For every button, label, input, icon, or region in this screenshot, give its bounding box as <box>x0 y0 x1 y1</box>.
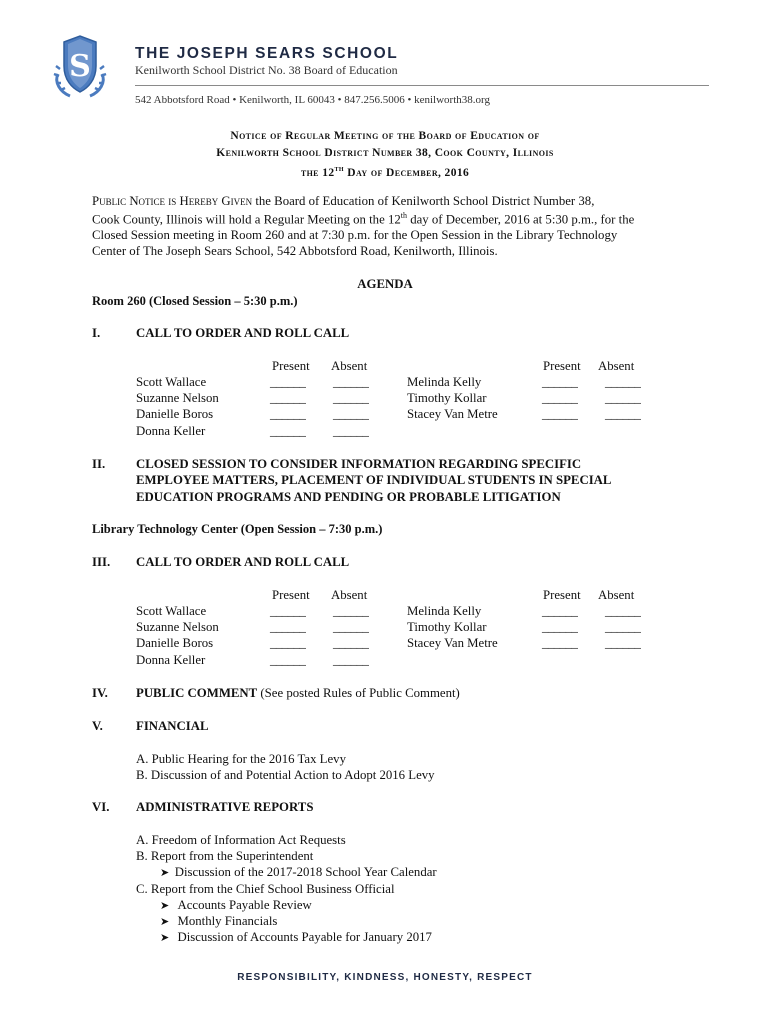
member-name: Timothy Kollar <box>407 391 487 405</box>
item-number: III. <box>92 555 111 569</box>
item-title: ADMINISTRATIVE REPORTS <box>136 800 314 814</box>
item-note: (See posted Rules of Public Comment) <box>257 686 460 700</box>
present-blank: ______ <box>542 407 578 421</box>
present-blank: ______ <box>270 375 306 389</box>
arrow-bullet-icon: ➤ <box>160 916 178 928</box>
member-name: Scott Wallace <box>136 604 207 618</box>
absent-header: Absent <box>331 359 368 373</box>
item-title: CALL TO ORDER AND ROLL CALL <box>136 555 350 569</box>
agenda-heading: AGENDA <box>357 277 413 291</box>
present-blank: ______ <box>542 391 578 405</box>
svg-text:S: S <box>69 49 91 84</box>
bullet-item: ➤ Monthly Financials <box>160 914 278 928</box>
sub-item: A. Public Hearing for the 2016 Tax Levy <box>136 752 346 766</box>
present-blank: ______ <box>270 604 306 618</box>
arrow-bullet-icon: ➤ <box>160 932 178 944</box>
present-blank: ______ <box>542 636 578 650</box>
absent-header: Absent <box>598 359 635 373</box>
present-header: Present <box>543 588 581 602</box>
present-header: Present <box>272 359 310 373</box>
school-address: 542 Abbotsford Road • Kenilworth, IL 60043 • 847.256.5006 • kenilworth38.org <box>135 94 490 106</box>
member-name: Stacey Van Metre <box>407 636 498 650</box>
member-name: Scott Wallace <box>136 375 207 389</box>
member-name: Melinda Kelly <box>407 604 482 618</box>
member-name: Suzanne Nelson <box>136 391 219 405</box>
item-number: II. <box>92 457 106 471</box>
present-blank: ______ <box>542 620 578 634</box>
member-name: Timothy Kollar <box>407 620 487 634</box>
intro-lead: Public Notice is Hereby Given <box>92 194 253 208</box>
present-blank: ______ <box>270 653 306 667</box>
present-blank: ______ <box>542 375 578 389</box>
intro-line-4: Center of The Joseph Sears School, 542 Abbotsford Road, Kenilworth, Illinois. <box>92 244 498 258</box>
item-title-line: CLOSED SESSION TO CONSIDER INFORMATION REGARDING SPECIFIC <box>136 457 582 471</box>
footer-motto: RESPONSIBILITY, KINDNESS, HONESTY, RESPECT <box>237 972 533 983</box>
school-crest-icon <box>52 34 108 100</box>
sub-item: B. Report from the Superintendent <box>136 849 314 863</box>
bullet-item: ➤ Discussion of Accounts Payable for January 2017 <box>160 930 432 944</box>
absent-blank: ______ <box>605 407 641 421</box>
notice-title-line-2: Kenilworth School District Number 38, Cook County, Illinois <box>216 147 554 159</box>
member-name: Donna Keller <box>136 424 206 438</box>
member-name: Donna Keller <box>136 653 206 667</box>
intro-line-1: Public Notice is Hereby Given the Board of Education of Kenilworth School District Number 38, <box>92 194 595 208</box>
item-title-line: EMPLOYEE MATTERS, PLACEMENT OF INDIVIDUAL STUDENTS IN SPECIAL <box>136 473 612 487</box>
absent-header: Absent <box>598 588 635 602</box>
open-session-label: Library Technology Center (Open Session – 7:30 p.m.) <box>92 522 383 536</box>
sub-item: A. Freedom of Information Act Requests <box>136 833 346 847</box>
sub-item: B. Discussion of and Potential Action to Adopt 2016 Levy <box>136 768 435 782</box>
present-blank: ______ <box>270 407 306 421</box>
school-name: THE JOSEPH SEARS SCHOOL <box>135 45 399 62</box>
absent-blank: ______ <box>333 620 369 634</box>
item-title: CALL TO ORDER AND ROLL CALL <box>136 326 350 340</box>
absent-blank: ______ <box>333 636 369 650</box>
closed-session-label: Room 260 (Closed Session – 5:30 p.m.) <box>92 294 298 308</box>
absent-blank: ______ <box>333 653 369 667</box>
absent-blank: ______ <box>605 391 641 405</box>
sub-item: C. Report from the Chief School Business Official <box>136 882 395 896</box>
item-title: FINANCIAL <box>136 719 209 733</box>
intro-line-3: Closed Session meeting in Room 260 and at 7:30 p.m. for the Open Session in the Library Technology <box>92 228 618 242</box>
absent-blank: ______ <box>333 604 369 618</box>
header-divider <box>135 85 709 86</box>
member-name: Danielle Boros <box>136 407 214 421</box>
member-name: Stacey Van Metre <box>407 407 498 421</box>
item-title-line: EDUCATION PROGRAMS AND PENDING OR PROBABLE LITIGATION <box>136 490 561 504</box>
present-header: Present <box>272 588 310 602</box>
district-name: Kenilworth School District No. 38 Board of Education <box>135 63 398 77</box>
intro-line-2: Cook County, Illinois will hold a Regular Meeting on the 12th day of December, 2016 at 5:30 p.m., for the <box>92 211 635 227</box>
present-blank: ______ <box>542 604 578 618</box>
absent-blank: ______ <box>605 636 641 650</box>
member-name: Suzanne Nelson <box>136 620 219 634</box>
item-number: VI. <box>92 800 110 814</box>
absent-blank: ______ <box>605 604 641 618</box>
arrow-bullet-icon: ➤ <box>160 900 178 912</box>
present-blank: ______ <box>270 636 306 650</box>
bullet-item: ➤ Discussion of the 2017-2018 School Year Calendar <box>160 865 437 879</box>
notice-title-line-1: Notice of Regular Meeting of the Board of Education of <box>230 130 540 142</box>
member-name: Danielle Boros <box>136 636 214 650</box>
member-name: Melinda Kelly <box>407 375 482 389</box>
item-number: V. <box>92 719 103 733</box>
notice-title-line-3: the 12th Day of December, 2016 <box>300 164 470 179</box>
item-number: I. <box>92 326 101 340</box>
bullet-item: ➤ Accounts Payable Review <box>160 898 312 912</box>
present-blank: ______ <box>270 620 306 634</box>
present-header: Present <box>543 359 581 373</box>
arrow-bullet-icon: ➤ <box>160 867 175 879</box>
absent-header: Absent <box>331 588 368 602</box>
item-title: PUBLIC COMMENT (See posted Rules of Public Comment) <box>136 686 460 700</box>
absent-blank: ______ <box>333 407 369 421</box>
absent-blank: ______ <box>605 375 641 389</box>
item-number: IV. <box>92 686 108 700</box>
absent-blank: ______ <box>333 375 369 389</box>
absent-blank: ______ <box>333 391 369 405</box>
present-blank: ______ <box>270 424 306 438</box>
absent-blank: ______ <box>333 424 369 438</box>
absent-blank: ______ <box>605 620 641 634</box>
present-blank: ______ <box>270 391 306 405</box>
